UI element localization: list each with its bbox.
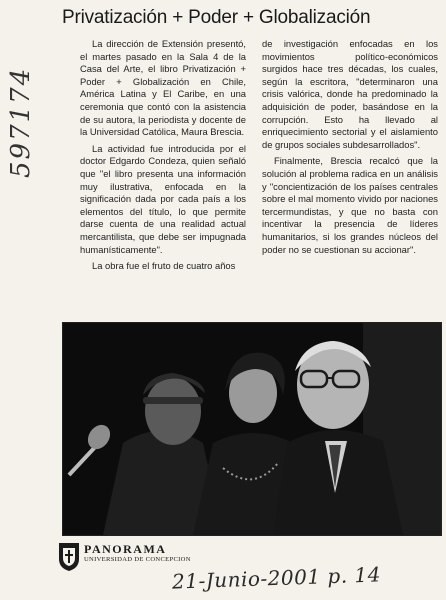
photo-illustration: [63, 323, 441, 535]
article-headline: Privatización + Poder + Globalización: [62, 7, 371, 28]
brand-subtitle: UNIVERSIDAD DE CONCEPCION: [84, 556, 191, 563]
publication-logo: [58, 542, 191, 578]
university-shield-icon: [58, 542, 80, 572]
paragraph: La actividad fue introducida por el doctor Edgardo Condeza, quien señaló que "el libro presenta una información muy ilustrativa, enfocada en la significación dada por cada país a los elementos del título, lo que permite darse cuenta de una realidad actual mercantilista, que debe ser impugnada humanísticamente".: [80, 142, 246, 255]
paragraph: La obra fue el fruto de cuatro años: [92, 260, 236, 272]
article-column-right: [262, 38, 438, 260]
paragraph: La dirección de Extensión presentó, el martes pasado en la Sala 4 de la Casa del Arte, el libro Privatización + Poder + Globalización en Chile, América Latina y El Caribe, en una ceremonia que contó con la asistencia de su autora, la periodista y docente de la Universidad Católica, Maura Brescia.: [80, 38, 246, 138]
article-column-left: [80, 38, 246, 277]
paragraph: de investigación enfocadas en los movimientos político-económicos surgidos hace tres décadas, los cuales, según la escritora, "determinaron una crisis valórica, donde ha predominado la adquisición de poder, basándose en la corrupción. Esto ha llevado al enriquecimiento sectorial y el aislamiento de grupos sociales subdesarrollados".: [262, 38, 438, 150]
handwritten-date: 21-Junio-2001 p. 14: [171, 562, 382, 594]
article-photo: [62, 322, 442, 536]
handwritten-catalog-id: 597174: [6, 66, 36, 178]
paragraph: Finalmente, Brescia recalcó que la solución al problema radica en un análisis y "concientización de los países centrales sobre el mal momento vivido por naciones tercermundistas, y que no basta con incentivar la presencia de líderes humanitarios, si los grandes núcleos del poder no se cuestionan su accionar".: [262, 155, 438, 255]
brand-name: PANORAMA: [84, 542, 167, 556]
